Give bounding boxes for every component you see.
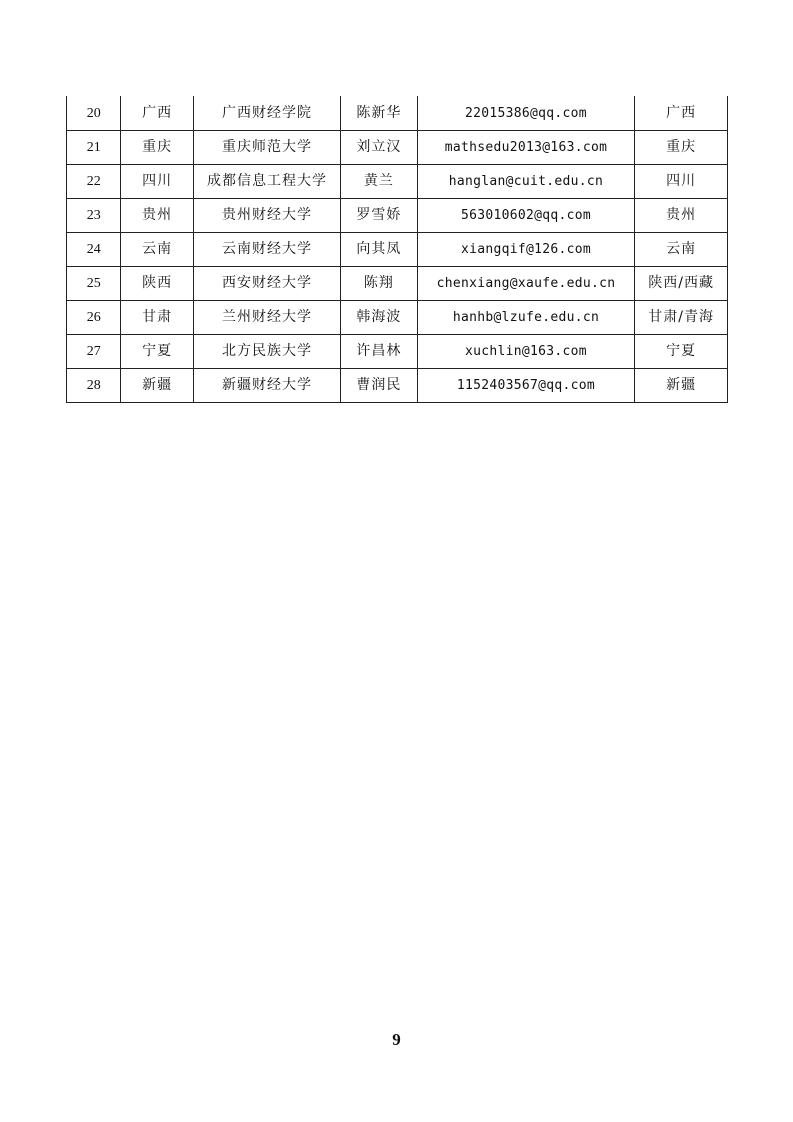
region-cell: 重庆: [635, 131, 728, 165]
contact-name-cell: 黄兰: [341, 165, 418, 199]
row-number: 20: [67, 96, 121, 131]
university-cell: 云南财经大学: [193, 233, 340, 267]
row-number: 24: [67, 233, 121, 267]
contact-name-cell: 罗雪娇: [341, 199, 418, 233]
university-cell: 贵州财经大学: [193, 199, 340, 233]
contact-name-cell: 陈新华: [341, 96, 418, 131]
university-cell: 广西财经学院: [193, 96, 340, 131]
university-cell: 重庆师范大学: [193, 131, 340, 165]
table-row: [67, 267, 728, 301]
table-row: [67, 96, 728, 131]
contact-table-body: [67, 96, 728, 403]
email-cell: hanhb@lzufe.edu.cn: [417, 301, 635, 335]
province-cell: 重庆: [121, 131, 194, 165]
row-number: 28: [67, 369, 121, 403]
email-cell: hanglan@cuit.edu.cn: [417, 165, 635, 199]
region-cell: 新疆: [635, 369, 728, 403]
contact-table-wrapper: [66, 96, 728, 403]
province-cell: 宁夏: [121, 335, 194, 369]
email-cell: 563010602@qq.com: [417, 199, 635, 233]
table-row: [67, 369, 728, 403]
contact-name-cell: 向其凤: [341, 233, 418, 267]
province-cell: 广西: [121, 96, 194, 131]
university-cell: 兰州财经大学: [193, 301, 340, 335]
email-cell: chenxiang@xaufe.edu.cn: [417, 267, 635, 301]
row-number: 23: [67, 199, 121, 233]
university-cell: 新疆财经大学: [193, 369, 340, 403]
contact-name-cell: 刘立汉: [341, 131, 418, 165]
region-cell: 宁夏: [635, 335, 728, 369]
table-row: [67, 301, 728, 335]
province-cell: 甘肃: [121, 301, 194, 335]
row-number: 27: [67, 335, 121, 369]
province-cell: 四川: [121, 165, 194, 199]
email-cell: 22015386@qq.com: [417, 96, 635, 131]
university-cell: 北方民族大学: [193, 335, 340, 369]
row-number: 26: [67, 301, 121, 335]
region-cell: 贵州: [635, 199, 728, 233]
email-cell: xuchlin@163.com: [417, 335, 635, 369]
table-row: [67, 335, 728, 369]
email-cell: mathsedu2013@163.com: [417, 131, 635, 165]
province-cell: 新疆: [121, 369, 194, 403]
region-cell: 陕西/西藏: [635, 267, 728, 301]
region-cell: 甘肃/青海: [635, 301, 728, 335]
page-number: 9: [392, 1030, 401, 1049]
table-row: [67, 199, 728, 233]
contact-name-cell: 许昌林: [341, 335, 418, 369]
contact-name-cell: 陈翔: [341, 267, 418, 301]
province-cell: 贵州: [121, 199, 194, 233]
province-cell: 陕西: [121, 267, 194, 301]
university-cell: 西安财经大学: [193, 267, 340, 301]
row-number: 25: [67, 267, 121, 301]
table-row: [67, 131, 728, 165]
row-number: 22: [67, 165, 121, 199]
region-cell: 广西: [635, 96, 728, 131]
email-cell: xiangqif@126.com: [417, 233, 635, 267]
contact-name-cell: 曹润民: [341, 369, 418, 403]
email-cell: 1152403567@qq.com: [417, 369, 635, 403]
contact-table: [66, 96, 728, 403]
row-number: 21: [67, 131, 121, 165]
university-cell: 成都信息工程大学: [193, 165, 340, 199]
region-cell: 四川: [635, 165, 728, 199]
region-cell: 云南: [635, 233, 728, 267]
province-cell: 云南: [121, 233, 194, 267]
table-row: [67, 233, 728, 267]
contact-name-cell: 韩海波: [341, 301, 418, 335]
table-row: [67, 165, 728, 199]
